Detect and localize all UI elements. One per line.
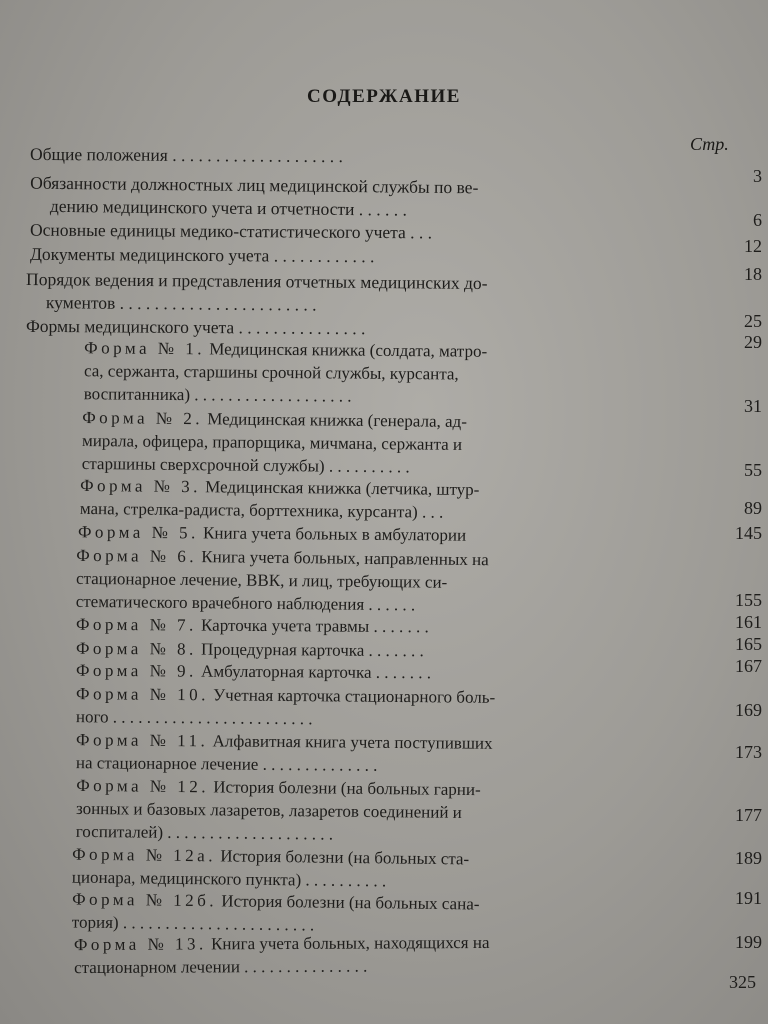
- toc-page-number: 189: [735, 848, 762, 868]
- toc-entry-text: старшины сверхсрочной службы) . . . . . . . . . .: [81, 453, 410, 477]
- toc-entry-text: воспитанника) . . . . . . . . . . . . . . . . . . .: [83, 384, 352, 406]
- toc-entry-text: стационарное лечение, ВВК, и лиц, требующих си-: [75, 568, 448, 592]
- toc-page-number: 89: [744, 498, 762, 518]
- toc-form-entry: [72, 843, 470, 894]
- toc-page-number: 12: [744, 236, 762, 256]
- toc-entry-text: стационарном лечении . . . . . . . . . . . . . . .: [74, 956, 368, 978]
- form-label: Форма № 1.: [84, 338, 206, 359]
- toc-entry: [26, 268, 488, 318]
- toc-entry-text: Порядок ведения и представления отчетных медицинских до-: [26, 268, 488, 294]
- toc-entry-text: Общие положения . . . . . . . . . . . . . . . . . . . .: [29, 143, 343, 167]
- toc-entry-text: дению медицинского учета и отчетности . . . . . .: [49, 195, 408, 220]
- toc-entry-text: Книга учета больных, направленных на: [201, 547, 489, 570]
- form-label: Форма № 3.: [80, 475, 202, 497]
- toc-entry-text: Медицинская книжка (генерала, ад-: [207, 409, 468, 432]
- toc-entry-text: История болезни (на больных сана-: [221, 891, 480, 914]
- page-column-header: Стр.: [690, 134, 729, 154]
- toc-form-entry: [82, 406, 467, 479]
- toc-entry-text: История болезни (на больных ста-: [220, 846, 470, 869]
- toc-entry-text: Карточка учета травмы . . . . . . .: [201, 615, 429, 637]
- toc-entry-text: Книга учета больных в амбулатории: [203, 523, 467, 545]
- toc-entry-text: ционара, медицинского пункта) . . . . . . . . . .: [71, 867, 387, 891]
- toc-page-number: 165: [735, 634, 762, 654]
- toc-page-number: 31: [744, 396, 762, 416]
- toc-form-entry: [76, 613, 429, 638]
- toc-form-entry: [78, 520, 466, 546]
- toc-page-number: 6: [753, 210, 762, 230]
- page-title: СОДЕРЖАНИЕ: [307, 86, 461, 107]
- form-label: Форма № 12б.: [72, 889, 218, 911]
- page-number: 325: [729, 972, 756, 992]
- toc-entry-text: зонных и базовых лазаретов, лазаретов соединений и: [75, 798, 462, 822]
- toc-entry-text: ного . . . . . . . . . . . . . . . . . . . . . . . .: [75, 707, 313, 729]
- toc-entry-text: Процедурная карточка . . . . . . .: [201, 639, 424, 661]
- toc-entry-text: Формы медицинского учета . . . . . . . . . . . . . . .: [25, 315, 366, 339]
- toc-entry-text: Основные единицы медико-статистического учета . . .: [29, 219, 433, 243]
- toc-entry-text: Медицинская книжка (летчика, штур-: [205, 477, 480, 500]
- toc-form-entry: [76, 682, 495, 732]
- toc-form-entry: [76, 728, 493, 778]
- form-label: Форма № 5.: [77, 522, 199, 543]
- toc-entry-text: Обязанности должностных лиц медицинской службы по ве-: [30, 172, 479, 198]
- form-label: Форма № 6.: [76, 545, 198, 567]
- toc-page-number: 173: [735, 742, 762, 762]
- toc-page-number: 3: [753, 166, 762, 186]
- toc-entry: [30, 143, 343, 168]
- toc-entry-text: тория) . . . . . . . . . . . . . . . . . . . . . . .: [71, 912, 315, 935]
- toc-page-number: 55: [744, 460, 762, 480]
- toc-entry-text: на стационарное лечение . . . . . . . . . . . . . .: [75, 753, 378, 775]
- toc-entry-text: мана, стрелка-радиста, борттехника, курсанта) . . .: [79, 498, 444, 522]
- toc-page-number: 18: [744, 264, 762, 284]
- toc-entry-text: мирала, офицера, прапорщика, мичмана, сержанта и: [81, 430, 463, 454]
- toc-page-number: 169: [735, 700, 762, 720]
- toc-form-entry: [80, 474, 480, 524]
- toc-form-entry: [74, 931, 490, 979]
- form-label: Форма № 12.: [76, 775, 210, 797]
- toc-entry-text: са, сержанта, старшины срочной службы, курсанта,: [83, 361, 459, 384]
- toc-entry: [30, 172, 479, 223]
- toc-page-number: 191: [735, 888, 762, 908]
- toc-form-entry: [76, 544, 489, 617]
- toc-entry-text: кументов . . . . . . . . . . . . . . . . . . . . . . .: [45, 292, 317, 315]
- toc-entry-text: Алфавитная книга учета поступивших: [212, 731, 493, 753]
- form-label: Форма № 8.: [75, 638, 197, 659]
- form-label: Форма № 12а.: [72, 844, 217, 866]
- toc-entry: [30, 219, 432, 245]
- toc-page-number: 167: [735, 656, 762, 676]
- toc-entry: [30, 243, 375, 268]
- toc-entry-text: Медицинская книжка (солдата, матро-: [209, 339, 488, 361]
- toc-form-entry: [84, 336, 488, 409]
- toc-entry-text: Документы медицинского учета . . . . . . . . . . . .: [29, 243, 375, 267]
- toc-form-entry: [76, 659, 431, 684]
- toc-page-number: 161: [735, 612, 762, 632]
- form-label: Форма № 11.: [76, 730, 209, 751]
- toc-entry-text: Амбулаторная карточка . . . . . . .: [201, 661, 432, 683]
- toc-entry-text: История болезни (на больных гарни-: [213, 777, 481, 800]
- toc-page-number: 177: [735, 805, 762, 825]
- toc-page-number: 155: [735, 590, 762, 610]
- form-label: Форма № 13.: [73, 934, 207, 955]
- toc-page-number: 199: [735, 932, 762, 952]
- toc-form-entry: [76, 774, 481, 847]
- toc-page-number: 29: [744, 332, 762, 352]
- form-label: Форма № 9.: [75, 660, 197, 681]
- toc-page-number: 25: [744, 311, 762, 331]
- form-label: Форма № 2.: [82, 407, 204, 429]
- toc-entry-text: Книга учета больных, находящихся на: [210, 932, 490, 954]
- toc-entry-text: стематического врачебного наблюдения . . . . . .: [75, 591, 416, 615]
- form-label: Форма № 10.: [76, 684, 210, 705]
- form-label: Форма № 7.: [75, 614, 197, 635]
- toc-entry-text: Учетная карточка стационарного боль-: [213, 685, 496, 707]
- toc-page-number: 145: [735, 523, 762, 543]
- toc-entry-text: госпиталей) . . . . . . . . . . . . . . . . . . . .: [75, 821, 334, 844]
